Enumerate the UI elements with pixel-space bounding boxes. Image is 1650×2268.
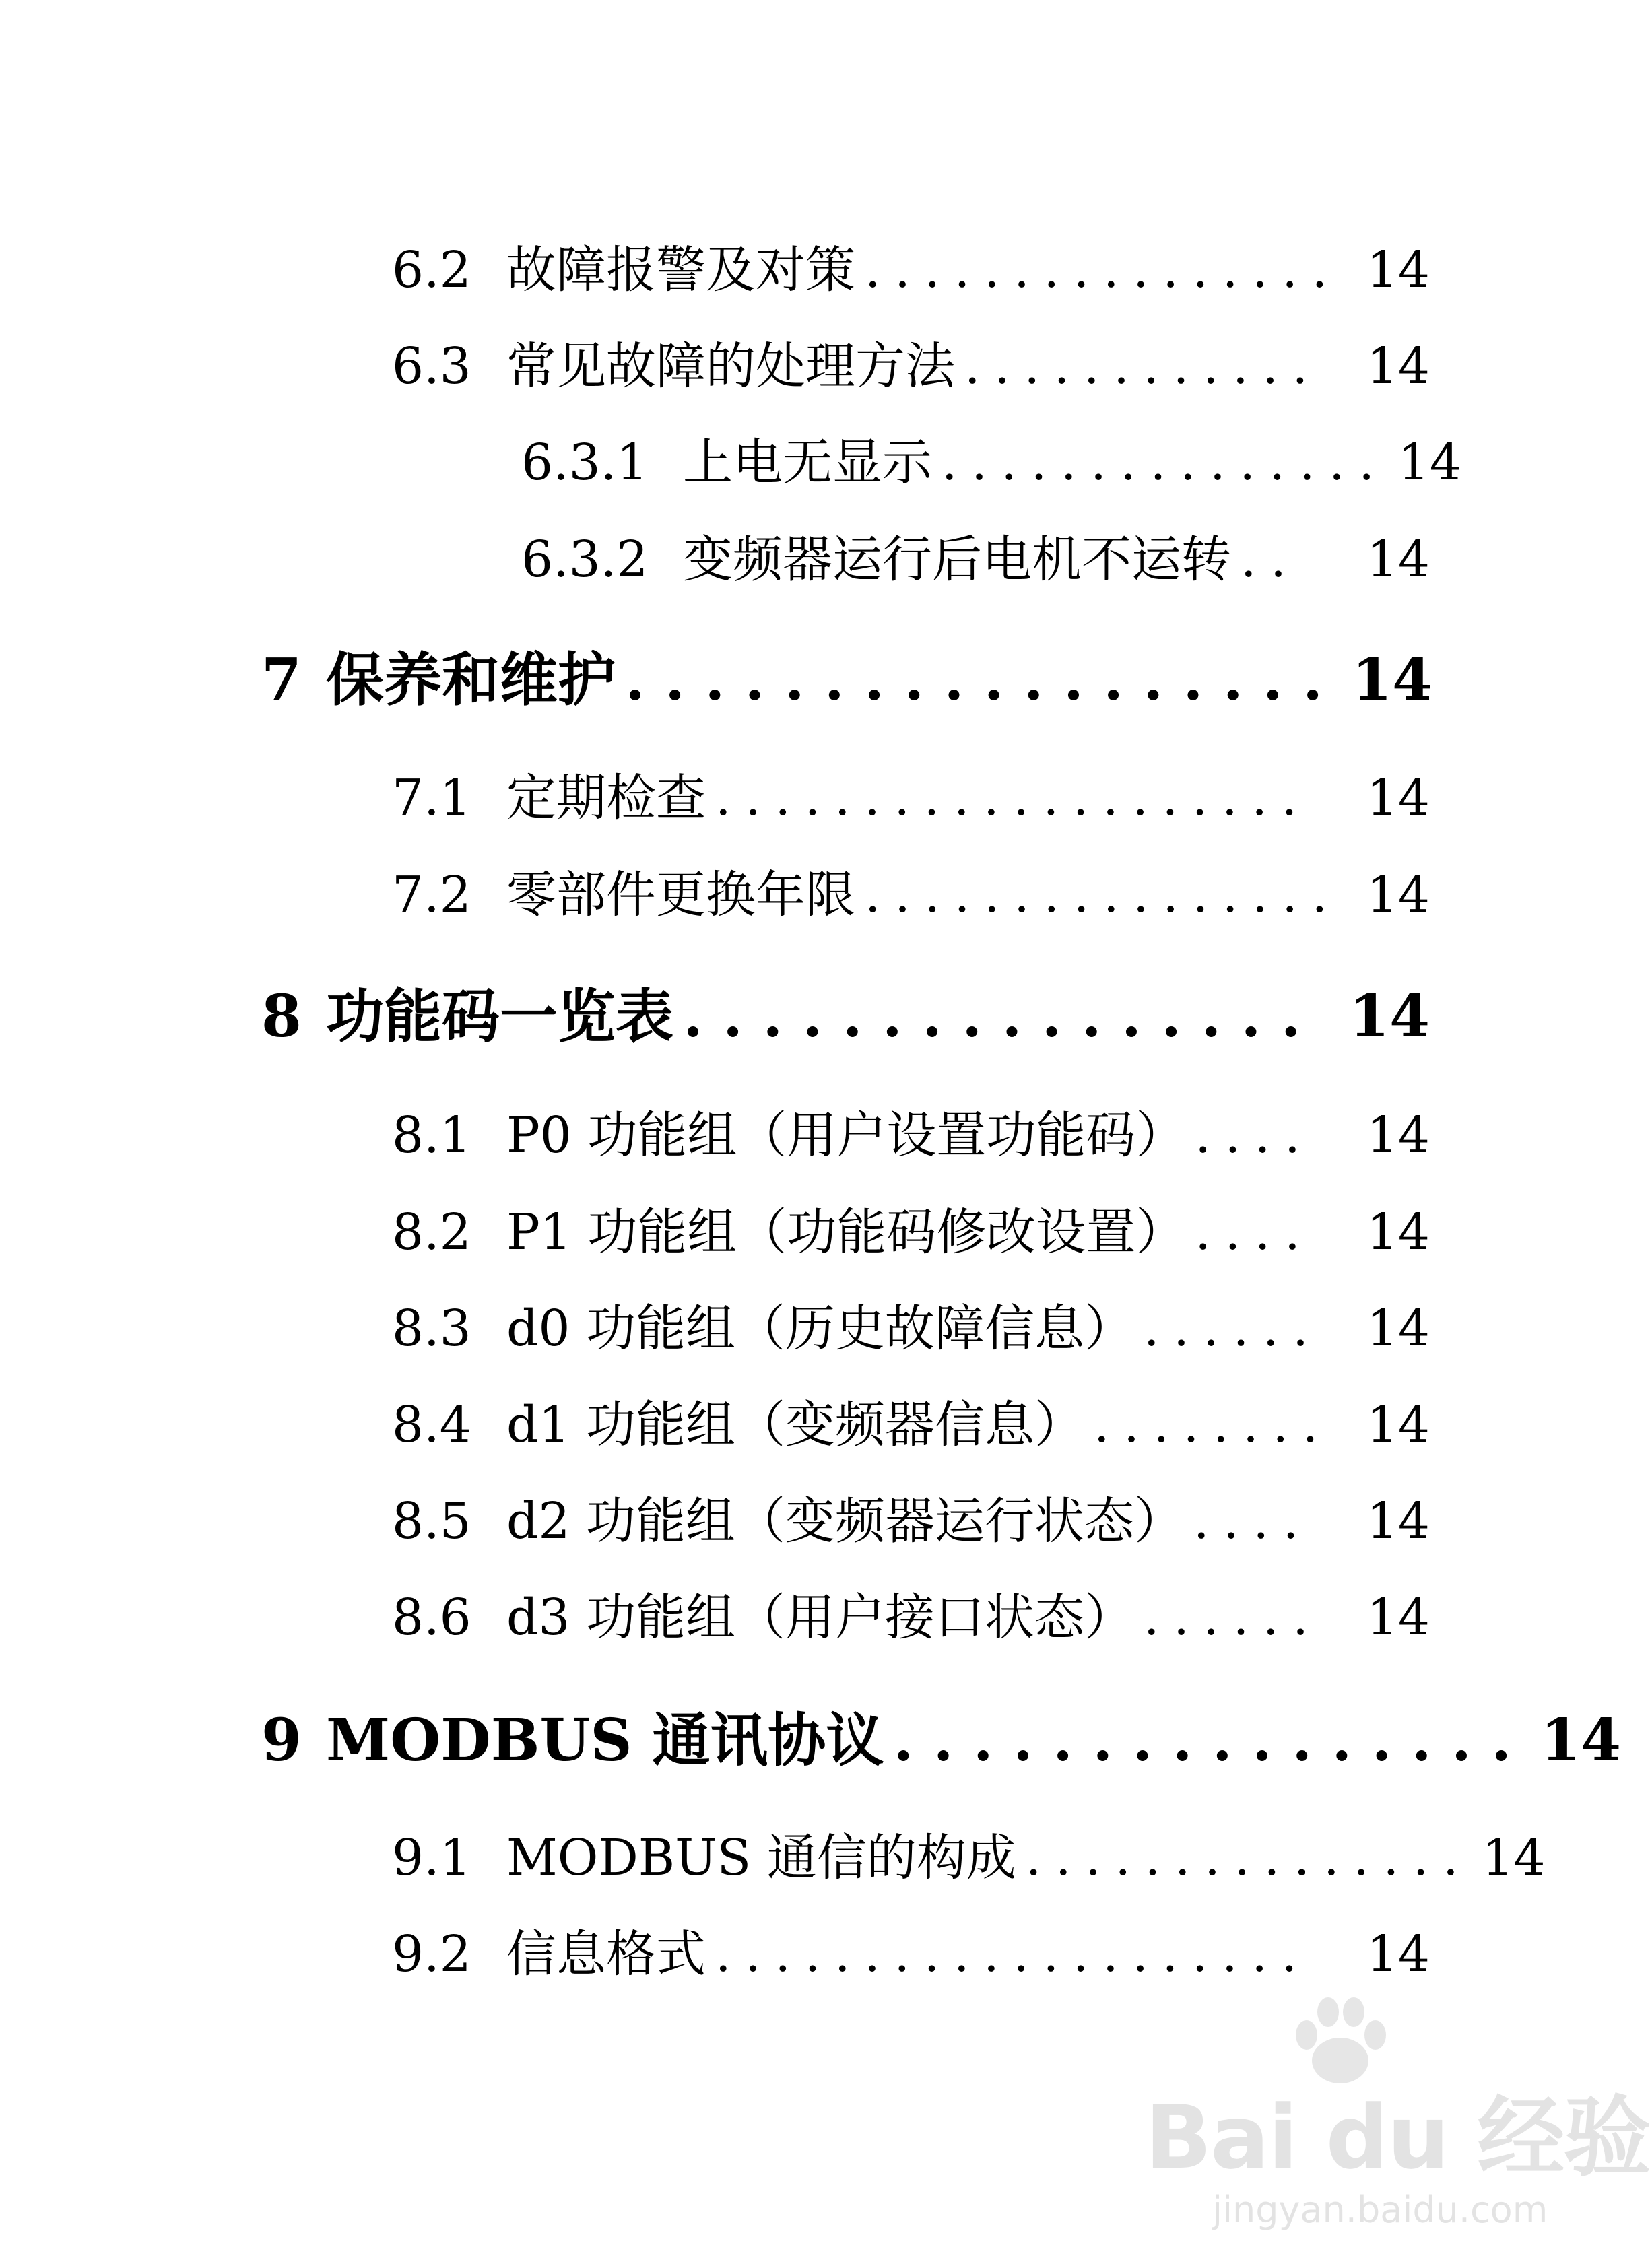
toc-entry-title: d0 功能组（历史故障信息） [506,1300,1134,1358]
toc-entry-title: P1 功能组（功能码修改设置） [506,1203,1186,1261]
toc-entry-8-3[interactable] [392,1289,1430,1360]
toc-entry-6-2[interactable] [392,230,1430,302]
toc-entry-number: 7 [261,646,302,714]
toc-entry-8[interactable] [261,970,1430,1053]
toc-page-number: 14 [1352,646,1432,714]
toc-page-number: 14 [1482,1829,1546,1887]
toc-entry-title: P0 功能组（用户设置功能码） [506,1106,1186,1164]
toc-page-number: 14 [1366,1106,1430,1164]
toc-entry-title: 保养和维护 [326,646,616,714]
toc-entry-title: MODBUS 通信的构成 [506,1829,1016,1887]
toc-entry-number: 7.2 [392,866,471,924]
toc-entry-title: 变频器运行后电机不运转 [683,531,1231,589]
toc-dot-leader: .... [1195,1106,1315,1164]
toc-entry-8-4[interactable] [392,1385,1430,1457]
toc-page-number: 14 [1397,434,1461,492]
toc-entry-number: 6.3.2 [521,531,649,589]
toc-page-number: 14 [1366,1925,1430,1983]
toc-entry-title: 定期检查 [506,769,706,827]
toc-dot-leader: ................ [683,982,1321,1050]
toc-entry-9[interactable] [261,1694,1621,1777]
toc-entry-number: 8.3 [392,1300,471,1358]
toc-entry-8-2[interactable] [392,1193,1430,1264]
toc-dot-leader: .................. [625,646,1343,714]
toc-dot-leader: ................ [893,1706,1531,1774]
toc-page-number: 14 [1366,1492,1430,1550]
toc-entry-title: MODBUS 通讯协议 [326,1706,884,1774]
baidu-jingyan-watermark [1145,1993,1650,2242]
toc-page-number: 14 [1366,1300,1430,1358]
toc-entry-7-2[interactable] [392,855,1430,927]
toc-page-number: 14 [1366,337,1430,395]
toc-entry-number: 8.6 [392,1589,471,1646]
toc-page-number: 14 [1366,1589,1430,1646]
toc-entry-number: 6.2 [392,241,471,299]
toc-entry-title: 上电无显示 [683,434,932,492]
toc-dot-leader: ........ [1093,1396,1332,1454]
watermark-logo-text: Bai du 经验 [1145,2086,1650,2189]
toc-entry-title: d2 功能组（变频器运行状态） [506,1492,1184,1550]
toc-entry-number: 7.1 [392,769,471,827]
toc-dot-leader: .... [1193,1492,1313,1550]
toc-entry-number: 8.2 [392,1203,471,1261]
toc-page-number: 14 [1366,241,1430,299]
toc-entry-number: 9 [261,1706,302,1774]
toc-entry-6-3-1[interactable] [521,423,1461,494]
toc-dot-leader: ............... [942,434,1389,492]
toc-entry-7-1[interactable] [392,758,1430,830]
toc-page-number: 14 [1349,982,1430,1050]
toc-entry-title: 故障报警及对策 [506,241,855,299]
toc-entry-number: 9.2 [392,1925,471,1983]
toc-dot-leader: .................... [715,769,1311,827]
toc-entry-7[interactable] [261,633,1430,716]
toc-dot-leader: ................ [865,241,1342,299]
toc-dot-leader: ...... [1143,1589,1323,1646]
toc-dot-leader: ...... [1143,1300,1323,1358]
toc-dot-leader: .. [1241,531,1300,589]
toc-page-number: 14 [1366,531,1430,589]
toc-page-number: 14 [1366,866,1430,924]
toc-entry-number: 6.3.1 [521,434,649,492]
toc-entry-title: 零部件更换年限 [506,866,855,924]
toc-page-number: 14 [1366,1203,1430,1261]
toc-page-number: 14 [1366,1396,1430,1454]
toc-entry-6-3-2[interactable] [521,520,1430,591]
toc-entry-8-1[interactable] [392,1096,1430,1167]
toc-entry-number: 8 [261,982,302,1050]
toc-dot-leader: ................ [865,866,1342,924]
toc-entry-number: 8.4 [392,1396,471,1454]
toc-entry-8-5[interactable] [392,1481,1430,1553]
toc-entry-6-3[interactable] [392,327,1430,398]
watermark-url: jingyan.baidu.com [1212,2189,1548,2231]
toc-dot-leader: ............... [1025,1829,1473,1887]
toc-entry-8-6[interactable] [392,1578,1430,1649]
toc-entry-number: 9.1 [392,1829,471,1887]
toc-dot-leader: ............ [964,337,1322,395]
toc-entry-title: 信息格式 [506,1925,706,1983]
toc-entry-title: d3 功能组（用户接口状态） [506,1589,1134,1646]
toc-entry-title: 常见故障的处理方法 [506,337,955,395]
toc-page-number: 14 [1366,769,1430,827]
toc-entry-title: d1 功能组（变频器信息） [506,1396,1084,1454]
toc-entry-title: 功能码一览表 [326,982,673,1050]
toc-entry-9-2[interactable] [392,1914,1430,1986]
toc-entry-number: 8.1 [392,1106,471,1164]
toc-entry-number: 6.3 [392,337,471,395]
toc-entry-number: 8.5 [392,1492,471,1550]
toc-entry-9-1[interactable] [392,1818,1546,1890]
toc-page-number: 14 [1540,1706,1621,1774]
toc-dot-leader: .................... [715,1925,1311,1983]
toc-dot-leader: .... [1195,1203,1315,1261]
